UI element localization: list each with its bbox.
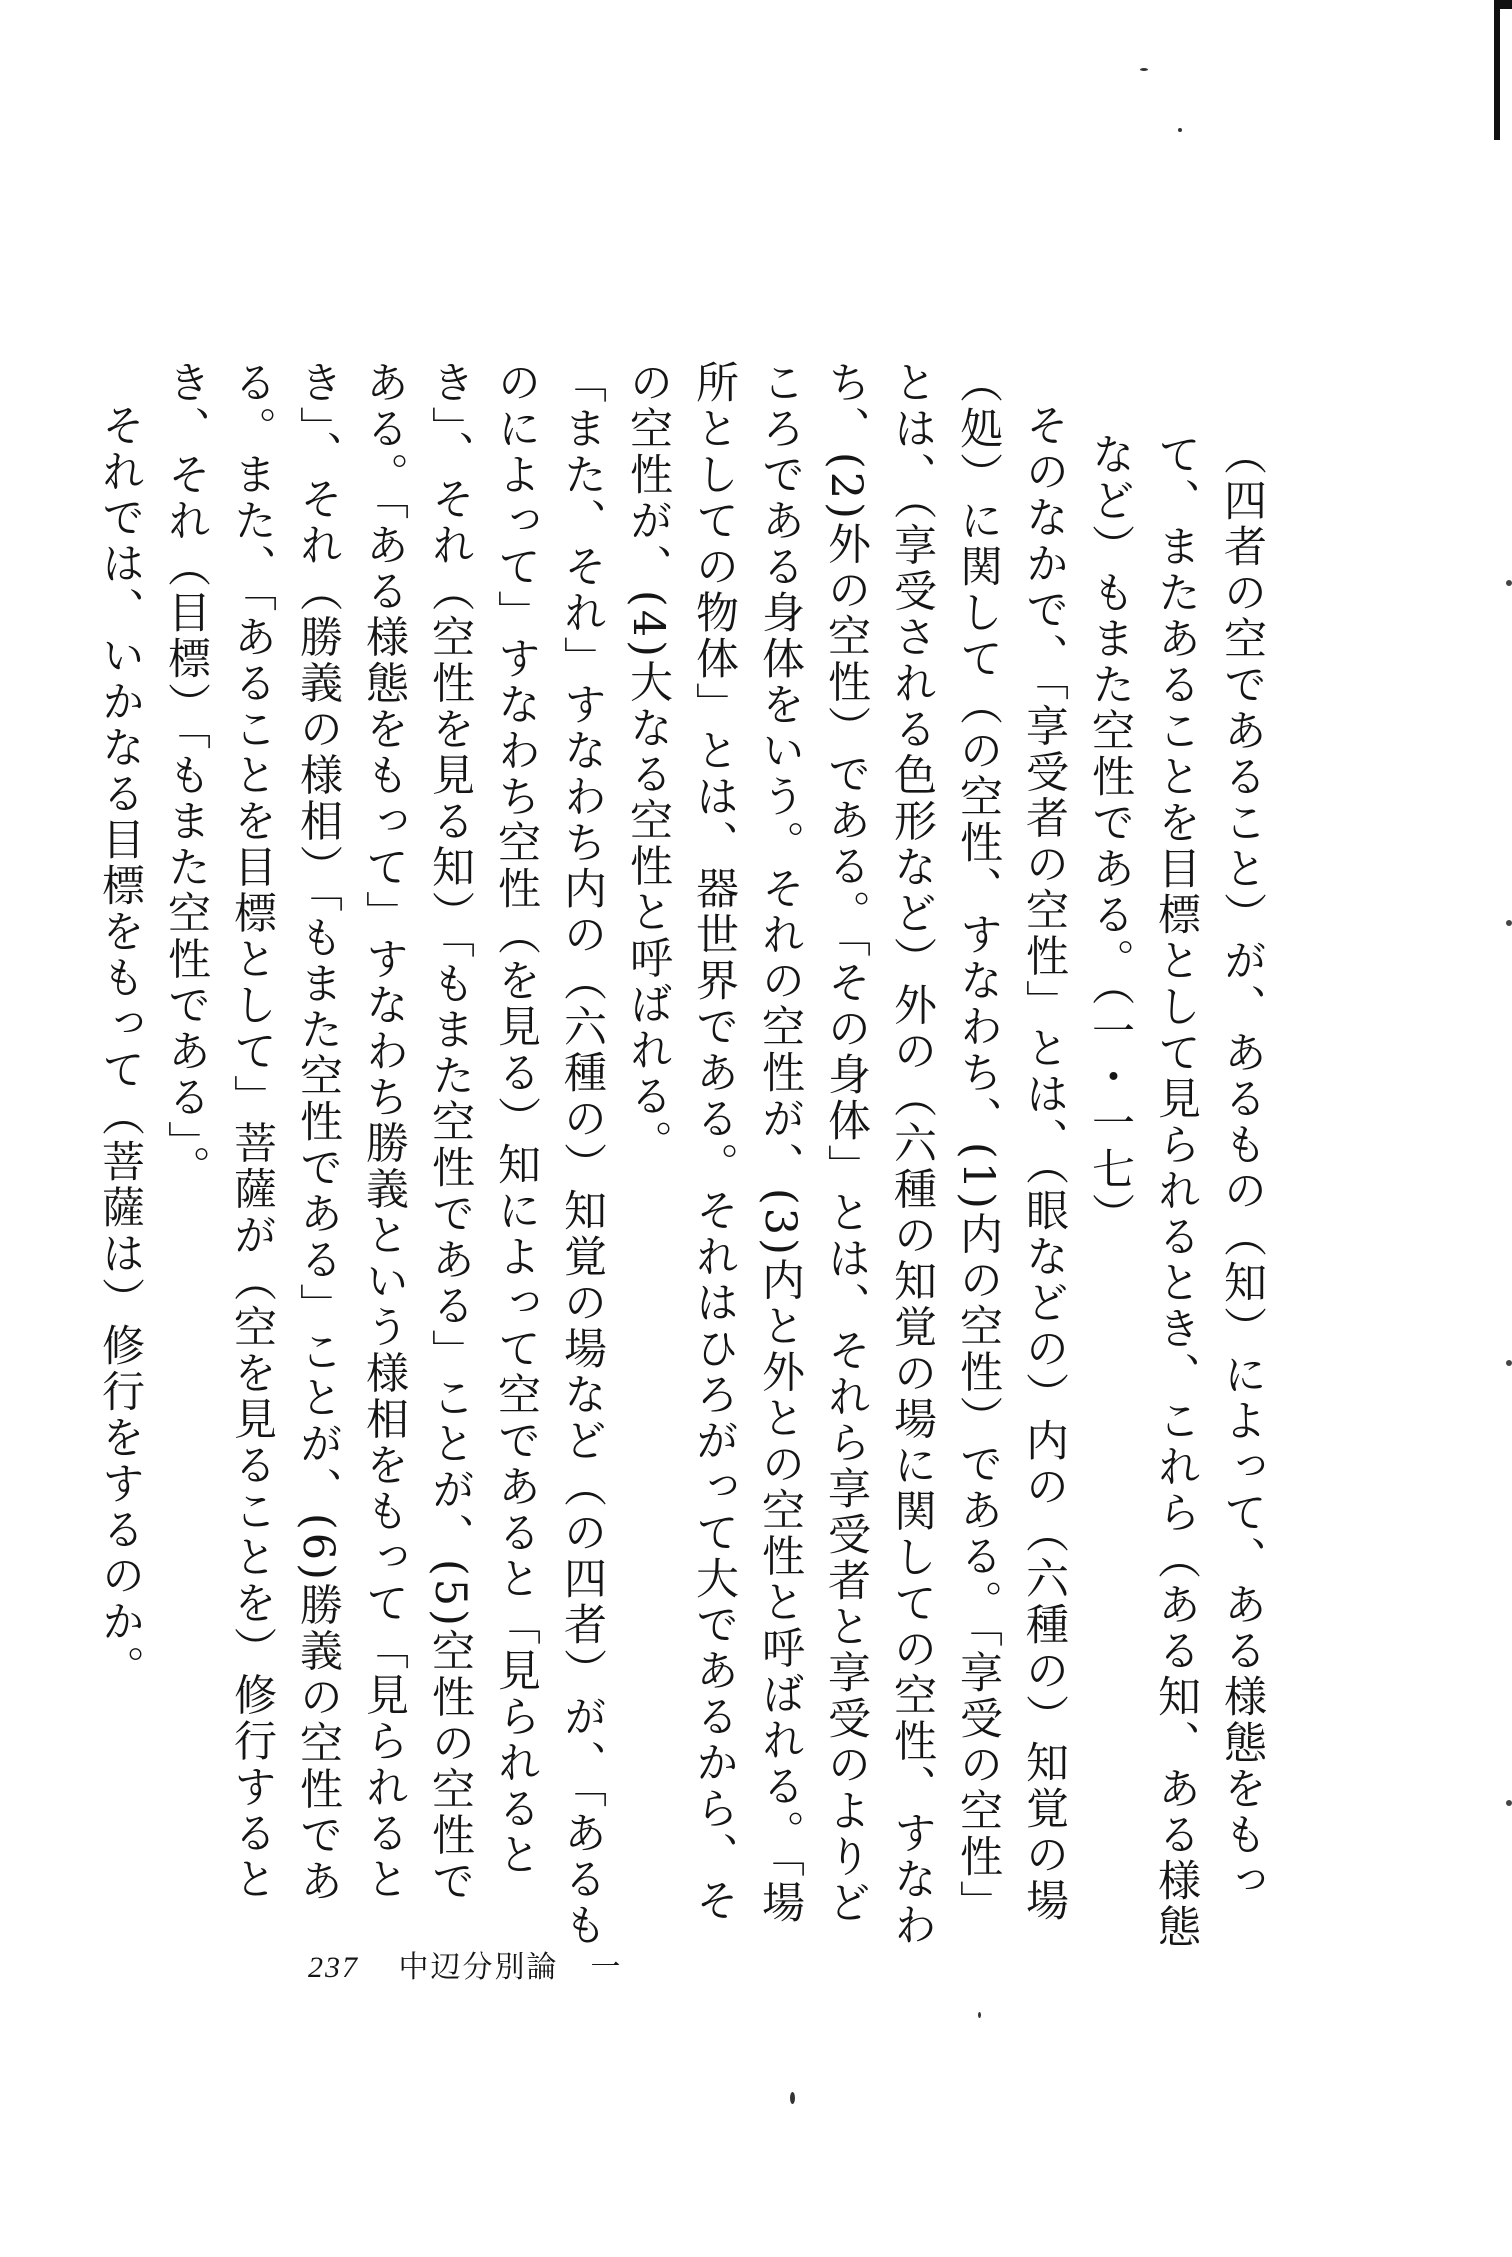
scan-speck <box>1178 128 1182 132</box>
commentary-paragraph: 「また、それ」すなわち内の（六種の）知覚の場など（の四者）が、「あるものによって」すなわち空性（を見る）知によって空であると「見られるとき」、それ（空性を見る知）「もまた空性である」ことが、(5)空性の空性である。「ある様態をもって」すなわち勝義という様相をもって「見られるとき」、それ（勝義の様相）「もまた空性である」ことが、(6)勝義の空性である。また、「あることを目標として」菩薩が（空を見ることを）修行するとき、それ（目標）「もまた空性である」。 <box>161 360 607 1949</box>
verse-paragraph: （四者の空であること）が、あるもの（知）によって、ある様態をもって、またあることを目標として見られるとき、これら（ある知、ある様態など）もまた空性である。（一・一七） <box>1085 432 1267 1950</box>
page-footer <box>308 1950 623 1986</box>
commentary-paragraph: そのなかで、「享受者の空性」とは、（眼などの）内の（六種の）知覚の場（処）に関して（の空性、すなわち、(1)内の空性）である。「享受の空性」とは、（享受される色形など）外の（六種の知覚の場に関しての空性、すなわち、(2)外の空性）である。「その身体」とは、それら享受者と享受のよりどころである身体をいう。それの空性が、(3)内と外との空性と呼ばれる。「場所としての物体」とは、器世界である。それはひろがって大であるから、その空性が、(4)大なる空性と呼ばれる。 <box>623 360 1069 1949</box>
running-title: 中辺分別論 一 <box>398 1950 623 1985</box>
vertical-body-text <box>95 360 1275 1950</box>
scan-speck <box>1506 1360 1512 1366</box>
corner-rule-mark-vertical <box>1494 0 1500 140</box>
scan-speck <box>1506 1800 1512 1806</box>
scan-speck <box>1140 68 1148 71</box>
scan-speck <box>1506 920 1512 926</box>
page-number: 237 <box>308 1951 359 1984</box>
scan-speck <box>1506 580 1512 586</box>
closing-question-paragraph: それでは、いかなる目標をもって（菩薩は）修行をするのか。 <box>95 403 145 1691</box>
scan-speck <box>790 2092 795 2104</box>
scan-speck <box>978 2012 981 2018</box>
